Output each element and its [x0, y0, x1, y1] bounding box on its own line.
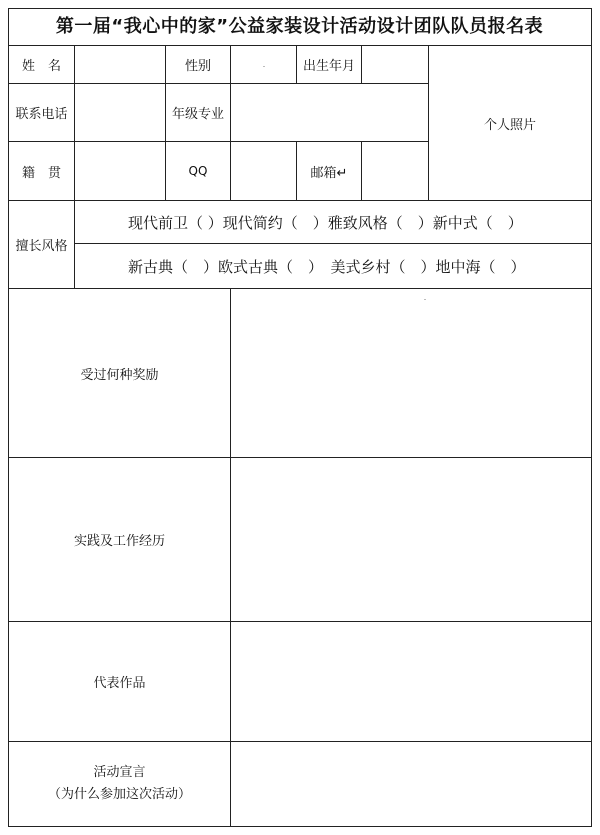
- border-top: [8, 8, 592, 9]
- label-qq: QQ: [188, 164, 208, 178]
- border-bottom: [8, 826, 592, 827]
- label-declaration-block: [9, 742, 230, 826]
- label-birth: 出生年月: [302, 59, 355, 74]
- style-options-row-1[interactable]: 现代前卫（ ）现代简约（ ）雅致风格（ ）新中式（ ）: [128, 213, 523, 232]
- label-name: 姓 名: [21, 59, 61, 74]
- label-declaration-note: （为什么参加这次活动）: [47, 787, 191, 802]
- birth-field[interactable]: [362, 46, 428, 83]
- label-declaration: 活动宣言: [93, 765, 146, 780]
- label-email: 邮箱↵: [310, 165, 348, 181]
- phone-field[interactable]: [75, 84, 165, 141]
- works-field[interactable]: [231, 622, 591, 741]
- label-photo: 个人照片: [483, 117, 536, 133]
- label-gender: 性别: [184, 59, 211, 74]
- qq-field[interactable]: [231, 142, 296, 200]
- name-field[interactable]: [75, 46, 165, 83]
- style-options-row-2[interactable]: 新古典（ ）欧式古典（ ） 美式乡村（ ）地中海（ ）: [128, 257, 526, 276]
- declaration-field[interactable]: [231, 742, 591, 826]
- label-experience: 实践及工作经历: [73, 534, 165, 549]
- label-hometown: 籍 贯: [21, 165, 61, 181]
- gender-field[interactable]: [231, 46, 296, 83]
- label-phone: 联系电话: [15, 107, 68, 122]
- grade-major-field[interactable]: [231, 84, 428, 141]
- hometown-field[interactable]: [75, 142, 165, 200]
- email-field[interactable]: [362, 142, 428, 200]
- label-styles: 擅长风格: [15, 239, 68, 254]
- border-right: [591, 8, 592, 827]
- label-awards: 受过何种奖励: [80, 367, 159, 383]
- label-works: 代表作品: [93, 676, 146, 691]
- experience-field[interactable]: [231, 458, 591, 621]
- label-grade-major: 年级专业: [171, 107, 224, 122]
- form-title: 第一届“我心中的家”公益家装设计活动设计团队队员报名表: [55, 16, 544, 37]
- awards-field[interactable]: [231, 289, 591, 457]
